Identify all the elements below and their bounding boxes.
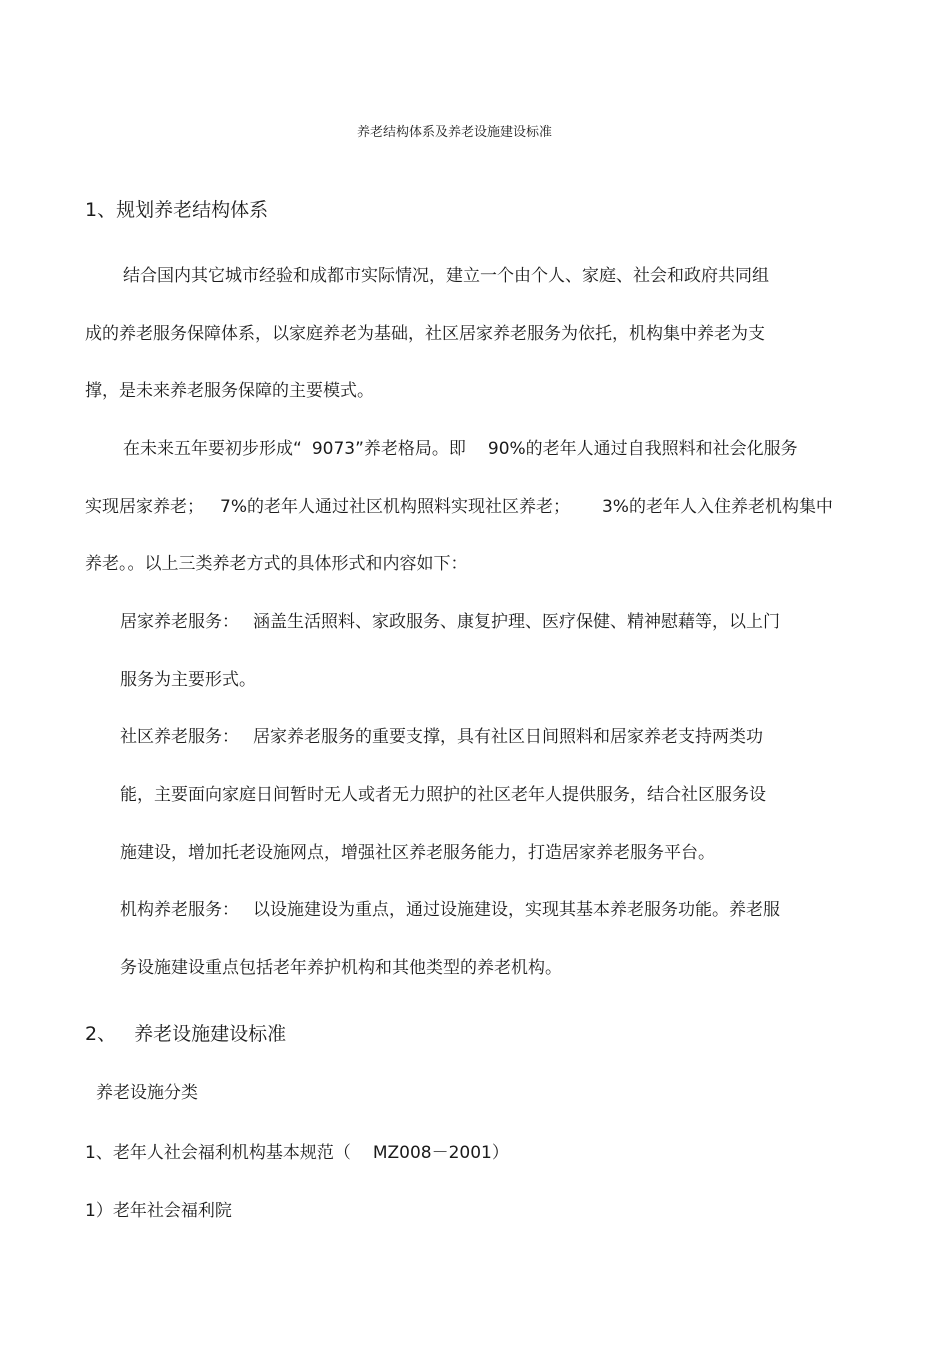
paragraph-2-text: 90%的老年人通过自我照料和社会化服务 <box>487 439 798 459</box>
community-care-text: 居家养老服务的重要支撑，具有社区日间照料和居家养老支持两类功 <box>253 727 763 747</box>
paragraph-2-text: 在未来五年要初步形成“ <box>123 439 302 459</box>
home-care-text: 涵盖生活照料、家政服务、康复护理、医疗保健、精神慰藉等，以上门 <box>253 612 780 632</box>
paragraph-2-line-2 <box>85 496 833 518</box>
section-1-heading: 1、规划养老结构体系 <box>85 199 269 221</box>
institution-care-line-2: 务设施建设重点包括老年养护机构和其他类型的养老机构。 <box>120 958 562 978</box>
paragraph-2-text: 3%的老年人入住养老机构集中 <box>601 497 833 517</box>
institution-care-label: 机构养老服务： <box>120 900 239 920</box>
paragraph-2-text: 7%的老年人通过社区机构照料实现社区养老； <box>220 497 570 517</box>
home-care-label: 居家养老服务： <box>120 612 239 632</box>
paragraph-2-line-1 <box>123 438 798 460</box>
community-care-line-2: 能，主要面向家庭日间暂时无人或者无力照护的社区老年人提供服务，结合社区服务设 <box>120 785 766 805</box>
paragraph-1-line-1: 结合国内其它城市经验和成都市实际情况，建立一个由个人、家庭、社会和政府共同组 <box>123 266 769 286</box>
facility-classification-heading: 养老设施分类 <box>96 1083 198 1103</box>
community-care-label: 社区养老服务： <box>120 727 239 747</box>
standard-item-1 <box>85 1142 509 1164</box>
section-2-heading <box>85 1022 286 1046</box>
paragraph-1-line-3: 撑，是未来养老服务保障的主要模式。 <box>85 381 374 401</box>
community-care-line-1 <box>120 726 763 748</box>
home-care-line-2: 服务为主要形式。 <box>120 670 256 690</box>
paragraph-2-line-3: 养老。。以上三类养老方式的具体形式和内容如下： <box>85 554 468 574</box>
standard-sub-item-1: 1）老年社会福利院 <box>85 1201 232 1221</box>
standard-item-text: 1、老年人社会福利机构基本规范（ <box>85 1143 351 1163</box>
institution-care-text: 以设施建设为重点，通过设施建设，实现其基本养老服务功能。养老服 <box>253 900 780 920</box>
paragraph-2-text: 9073”养老格局。即 <box>311 439 466 459</box>
paragraph-1-line-2: 成的养老服务保障体系，以家庭养老为基础，社区居家养老服务为依托，机构集中养老为支 <box>85 324 765 344</box>
institution-care-line-1 <box>120 899 780 921</box>
standard-item-code: MZ008－2001） <box>372 1143 509 1163</box>
document-title: 养老结构体系及养老设施建设标准 <box>357 125 553 140</box>
paragraph-2-text: 实现居家养老； <box>85 497 204 517</box>
section-2-number: 2、 <box>85 1023 117 1045</box>
home-care-line-1 <box>120 611 780 633</box>
community-care-line-3: 施建设，增加托老设施网点，增强社区养老服务能力，打造居家养老服务平台。 <box>120 843 715 863</box>
section-2-title: 养老设施建设标准 <box>134 1023 287 1045</box>
